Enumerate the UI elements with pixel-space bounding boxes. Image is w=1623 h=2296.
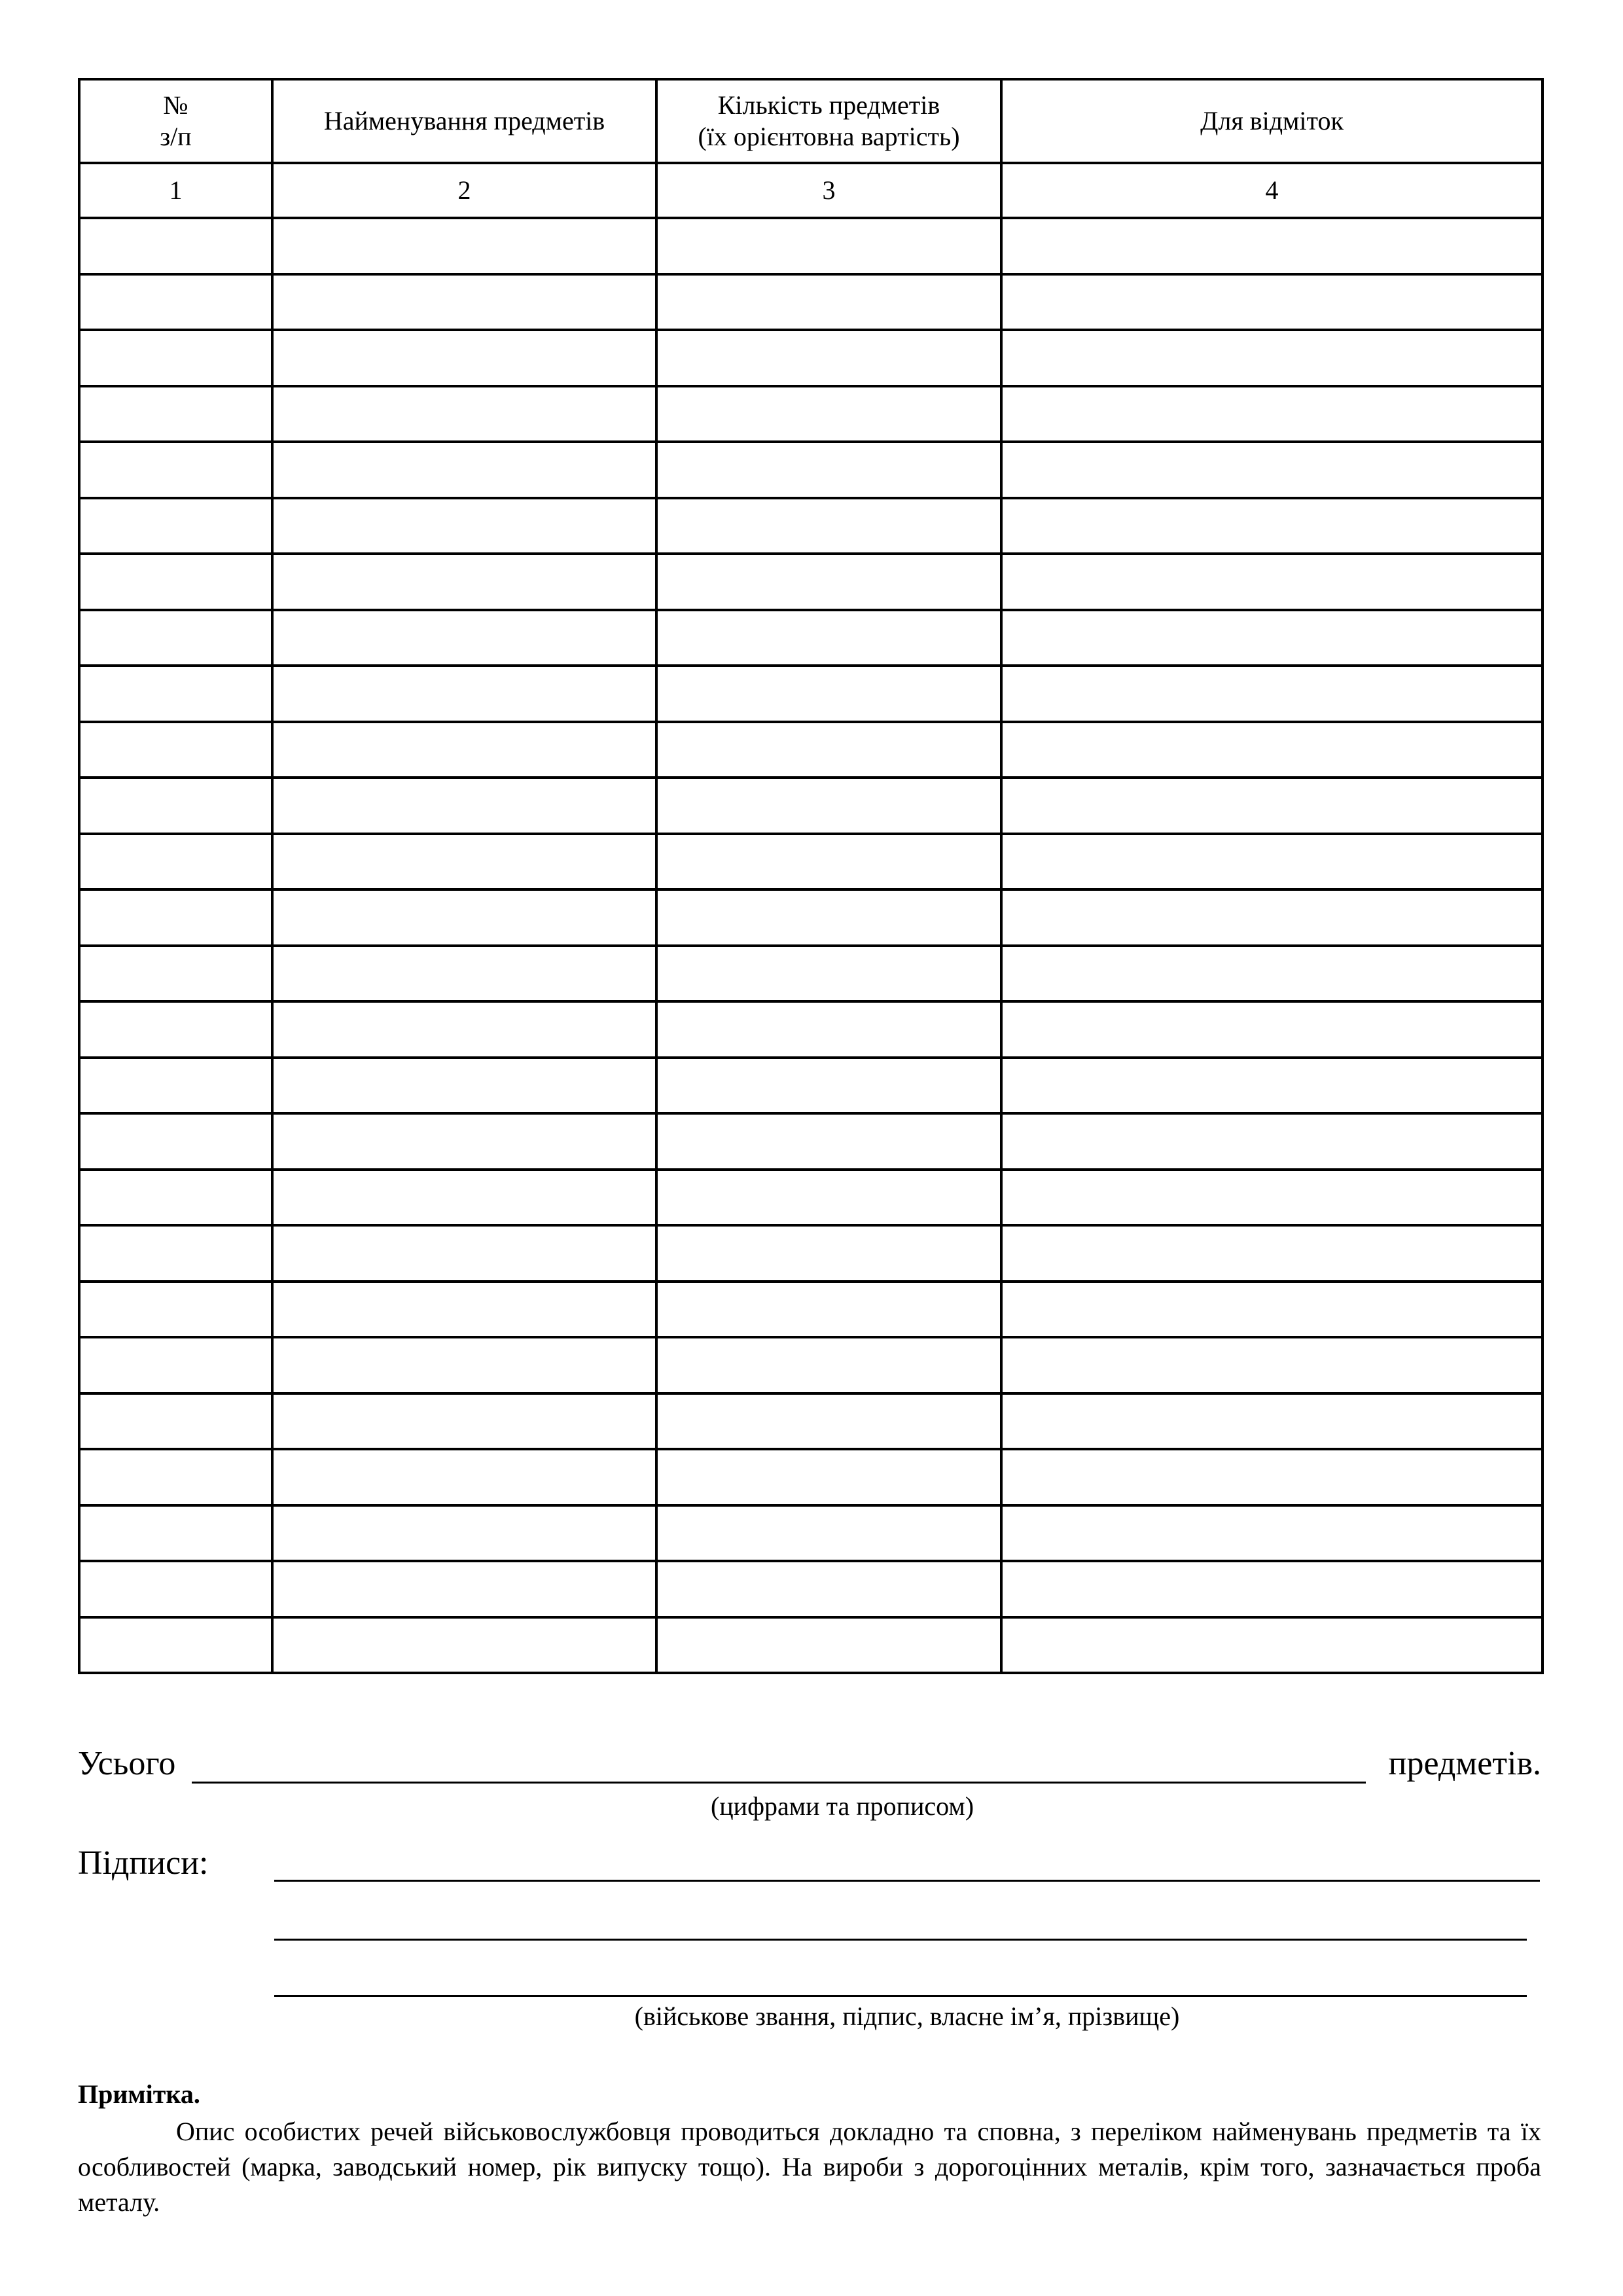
cell-number[interactable]: [79, 330, 272, 386]
cell-item-name[interactable]: [272, 1113, 656, 1170]
cell-quantity[interactable]: [656, 218, 1001, 274]
header-quantity-line1: Кількість предметів: [717, 90, 940, 120]
header-cell-quantity: [656, 79, 1001, 163]
cell-item-name[interactable]: [272, 1393, 656, 1450]
cell-number[interactable]: [79, 1617, 272, 1674]
cell-quantity[interactable]: [656, 274, 1001, 331]
note-text: Опис особистих речей військовослужбовця проводиться докладно та сповна, з переліком найменувань предметів та їх особливостей (марка, заводський номер, рік випуску тощо). На вироби з дорогоцінних металів, крім того, зазначається проба металу.: [78, 2117, 1541, 2217]
cell-quantity[interactable]: [656, 1449, 1001, 1505]
cell-remarks[interactable]: [1001, 1505, 1543, 1562]
cell-quantity[interactable]: [656, 1282, 1001, 1338]
cell-quantity[interactable]: [656, 666, 1001, 722]
cell-number[interactable]: [79, 946, 272, 1002]
signature-line[interactable]: [274, 1939, 1527, 1941]
cell-item-name[interactable]: [272, 218, 656, 274]
cell-quantity[interactable]: [656, 1058, 1001, 1114]
cell-remarks[interactable]: [1001, 1617, 1543, 1674]
table-row: [79, 330, 1543, 386]
cell-item-name[interactable]: [272, 386, 656, 442]
cell-quantity[interactable]: [656, 1617, 1001, 1674]
cell-quantity[interactable]: [656, 1561, 1001, 1617]
cell-quantity[interactable]: [656, 554, 1001, 610]
cell-quantity[interactable]: [656, 610, 1001, 666]
cell-quantity[interactable]: [656, 330, 1001, 386]
cell-quantity[interactable]: [656, 1113, 1001, 1170]
table-row: [79, 1058, 1543, 1114]
cell-item-name[interactable]: [272, 274, 656, 331]
cell-number[interactable]: [79, 1505, 272, 1562]
table-row: [79, 1225, 1543, 1282]
cell-number[interactable]: [79, 554, 272, 610]
table-row: [79, 1617, 1543, 1674]
table-row: [79, 1505, 1543, 1562]
cell-quantity[interactable]: [656, 1001, 1001, 1058]
cell-number[interactable]: [79, 1561, 272, 1617]
cell-remarks[interactable]: [1001, 1058, 1543, 1114]
cell-remarks[interactable]: [1001, 274, 1543, 331]
cell-remarks[interactable]: [1001, 1561, 1543, 1617]
table-row: [79, 834, 1543, 890]
total-blank-field[interactable]: [192, 1782, 1366, 1784]
cell-number[interactable]: [79, 666, 272, 722]
cell-remarks[interactable]: [1001, 1282, 1543, 1338]
cell-item-name[interactable]: [272, 1058, 656, 1114]
cell-quantity[interactable]: [656, 834, 1001, 890]
cell-remarks[interactable]: [1001, 330, 1543, 386]
cell-number[interactable]: [79, 1225, 272, 1282]
cell-remarks[interactable]: [1001, 1393, 1543, 1450]
header-remarks: Для відміток: [1200, 106, 1344, 135]
signatures-label: Підписи:: [78, 1844, 209, 1882]
table-row: [79, 666, 1543, 722]
column-number: 1: [79, 163, 272, 218]
table-row: [79, 1113, 1543, 1170]
cell-item-name[interactable]: [272, 498, 656, 554]
cell-number[interactable]: [79, 610, 272, 666]
cell-item-name[interactable]: [272, 1225, 656, 1282]
column-number-row: [79, 163, 1543, 218]
cell-quantity[interactable]: [656, 1170, 1001, 1226]
total-suffix: предметів.: [1388, 1745, 1541, 1782]
inventory-table: [78, 78, 1544, 1674]
signature-hint-text: (військове звання, підпис, власне ім’я, прізвище): [634, 2001, 1180, 2031]
cell-remarks[interactable]: [1001, 386, 1543, 442]
table-row: [79, 1449, 1543, 1505]
cell-number[interactable]: [79, 889, 272, 946]
cell-number[interactable]: [79, 386, 272, 442]
table-row: [79, 218, 1543, 274]
total-hint-text: (цифрами та прописом): [710, 1791, 974, 1821]
table-row: [79, 722, 1543, 778]
cell-item-name[interactable]: [272, 666, 656, 722]
cell-item-name[interactable]: [272, 442, 656, 498]
cell-quantity[interactable]: [656, 1505, 1001, 1562]
header-cell-item-name: [272, 79, 656, 163]
cell-item-name[interactable]: [272, 946, 656, 1002]
cell-number[interactable]: [79, 1058, 272, 1114]
table-row: [79, 442, 1543, 498]
cell-item-name[interactable]: [272, 330, 656, 386]
cell-item-name[interactable]: [272, 610, 656, 666]
cell-number[interactable]: [79, 834, 272, 890]
header-cell-number: [79, 79, 272, 163]
table-row: [79, 1282, 1543, 1338]
cell-remarks[interactable]: [1001, 442, 1543, 498]
cell-number[interactable]: [79, 1113, 272, 1170]
cell-remarks[interactable]: [1001, 1113, 1543, 1170]
note-title: Примітка.: [78, 2079, 200, 2109]
table-row: [79, 610, 1543, 666]
cell-item-name[interactable]: [272, 1337, 656, 1393]
cell-item-name[interactable]: [272, 889, 656, 946]
signature-hint: [274, 1999, 1527, 2034]
table-row: [79, 498, 1543, 554]
cell-remarks[interactable]: [1001, 1337, 1543, 1393]
cell-item-name[interactable]: [272, 1282, 656, 1338]
cell-remarks[interactable]: [1001, 889, 1543, 946]
cell-quantity[interactable]: [656, 386, 1001, 442]
cell-remarks[interactable]: [1001, 218, 1543, 274]
table-row: [79, 1170, 1543, 1226]
table-header-row: [79, 79, 1543, 163]
table-body: [79, 218, 1543, 1673]
cell-quantity[interactable]: [656, 442, 1001, 498]
header-cell-remarks: [1001, 79, 1543, 163]
cell-remarks[interactable]: [1001, 722, 1543, 778]
signature-line[interactable]: [274, 1880, 1540, 1882]
column-number: 4: [1001, 163, 1543, 218]
cell-remarks[interactable]: [1001, 1170, 1543, 1226]
table-row: [79, 1393, 1543, 1450]
cell-remarks[interactable]: [1001, 778, 1543, 834]
table-row: [79, 274, 1543, 331]
cell-number[interactable]: [79, 1282, 272, 1338]
cell-number[interactable]: [79, 1449, 272, 1505]
cell-remarks[interactable]: [1001, 666, 1543, 722]
cell-number[interactable]: [79, 218, 272, 274]
table-row: [79, 889, 1543, 946]
cell-item-name[interactable]: [272, 834, 656, 890]
cell-number[interactable]: [79, 1170, 272, 1226]
cell-number[interactable]: [79, 274, 272, 331]
cell-number[interactable]: [79, 778, 272, 834]
cell-item-name[interactable]: [272, 1449, 656, 1505]
table-row: [79, 1001, 1543, 1058]
total-label: Усього: [78, 1745, 176, 1782]
cell-number[interactable]: [79, 1001, 272, 1058]
table-row: [79, 778, 1543, 834]
total-line: [78, 1741, 1541, 1787]
cell-quantity[interactable]: [656, 1225, 1001, 1282]
cell-remarks[interactable]: [1001, 946, 1543, 1002]
column-number: 3: [656, 163, 1001, 218]
cell-item-name[interactable]: [272, 722, 656, 778]
cell-number[interactable]: [79, 442, 272, 498]
cell-item-name[interactable]: [272, 1505, 656, 1562]
signature-line[interactable]: [274, 1995, 1527, 1997]
cell-quantity[interactable]: [656, 889, 1001, 946]
cell-remarks[interactable]: [1001, 1449, 1543, 1505]
table-row: [79, 1561, 1543, 1617]
column-number: 2: [272, 163, 656, 218]
header-number-line1: №: [163, 90, 188, 120]
header-item-name: Найменування предметів: [323, 106, 605, 135]
table-row: [79, 554, 1543, 610]
cell-remarks[interactable]: [1001, 1225, 1543, 1282]
cell-remarks[interactable]: [1001, 834, 1543, 890]
table-row: [79, 386, 1543, 442]
cell-quantity[interactable]: [656, 1337, 1001, 1393]
table-row: [79, 1337, 1543, 1393]
total-hint: [78, 1789, 1541, 1823]
cell-quantity[interactable]: [656, 778, 1001, 834]
table-row: [79, 946, 1543, 1002]
cell-quantity[interactable]: [656, 1393, 1001, 1450]
cell-number[interactable]: [79, 722, 272, 778]
cell-number[interactable]: [79, 498, 272, 554]
cell-quantity[interactable]: [656, 498, 1001, 554]
cell-item-name[interactable]: [272, 554, 656, 610]
cell-item-name[interactable]: [272, 1001, 656, 1058]
cell-number[interactable]: [79, 1393, 272, 1450]
header-number-line2: з/п: [160, 122, 192, 151]
header-quantity-line2: (їх орієнтовна вартість): [698, 122, 960, 151]
cell-item-name[interactable]: [272, 1561, 656, 1617]
cell-remarks[interactable]: [1001, 498, 1543, 554]
cell-number[interactable]: [79, 1337, 272, 1393]
cell-quantity[interactable]: [656, 946, 1001, 1002]
cell-item-name[interactable]: [272, 1170, 656, 1226]
cell-quantity[interactable]: [656, 722, 1001, 778]
cell-remarks[interactable]: [1001, 1001, 1543, 1058]
cell-item-name[interactable]: [272, 1617, 656, 1674]
cell-item-name[interactable]: [272, 778, 656, 834]
cell-remarks[interactable]: [1001, 610, 1543, 666]
cell-remarks[interactable]: [1001, 554, 1543, 610]
